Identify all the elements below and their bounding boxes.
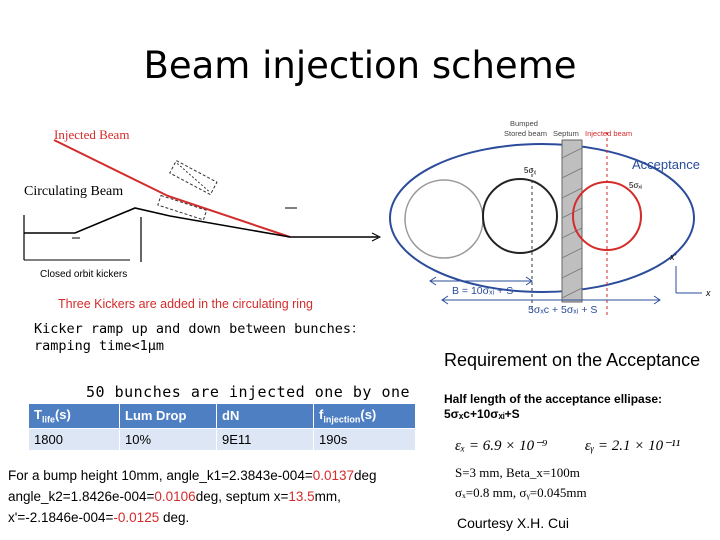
beam-parameters: S=3 mm, Beta_x=100m σₓ=0.8 mm, σᵧ=0.045mm: [455, 465, 587, 500]
bumped-label-1: Bumped: [510, 119, 538, 128]
ramp-note: Kicker ramp up and down between bunches：ramping time<1μm: [34, 321, 365, 354]
bump-line-2: angle_k2=1.8426e-004=0.0106deg, septum x=13.5mm,: [8, 489, 341, 504]
half-length-note: Half length of the acceptance ellipase: 5σₓᴄ+10σₓᵢ+S: [444, 392, 663, 421]
eps-x: εₓ = 6.9 × 10⁻⁹: [455, 438, 548, 454]
header-tlife: $T_{life}(s)$: [29, 404, 120, 429]
slide-title: Beam injection scheme: [143, 44, 577, 87]
x-label: x: [706, 288, 711, 298]
table-header-row: [29, 404, 416, 429]
emittance-row: [455, 436, 680, 455]
acceptance-label: Acceptance: [632, 157, 700, 172]
sigma-stored-label: 5σᵪ: [524, 166, 537, 175]
injection-diagram: [0, 120, 400, 320]
cell-lum-drop: 10%: [120, 428, 217, 450]
sum-equation: 5σₓᴄ + 5σₓᵢ + S: [528, 304, 598, 316]
acceptance-diagram: [380, 118, 720, 323]
b-equation: B = 10σₓᵢ + S: [452, 285, 514, 297]
bunch-table: [28, 403, 416, 451]
bunches-note: 50 bunches are injected one by one: [86, 383, 411, 401]
header-dn: dN: [217, 404, 314, 429]
table-row: [29, 428, 416, 450]
requirement-title: Requirement on the Acceptance: [444, 350, 701, 370]
cell-tlife: 1800: [29, 428, 120, 450]
bump-description: [8, 465, 428, 528]
cell-dn: 9E11: [217, 428, 314, 450]
septum-label: Septum: [553, 129, 579, 138]
three-kickers-note: Three Kickers are added in the circulating ring: [58, 297, 313, 311]
kickers-label: Closed orbit kickers: [40, 269, 128, 280]
septum-block-upper: [170, 161, 217, 195]
closed-orbit-circle: [405, 180, 483, 258]
credit-text: Courtesy X.H. Cui: [457, 515, 570, 531]
header-lum-drop: Lum Drop: [120, 404, 217, 429]
injected-beam-label-right: Injected beam: [585, 129, 633, 138]
septum-block-lower: [158, 195, 207, 219]
sigma-inj-label: 5σₓᵢ: [629, 181, 643, 190]
bump-line-3: x'=-2.1846e-004=-0.0125 deg.: [8, 510, 190, 525]
stored-beam-label: Stored beam: [504, 129, 547, 138]
stored-beam-circle: [483, 179, 557, 253]
cell-finjection: 190s: [314, 428, 416, 450]
eps-y: εᵧ = 2.1 × 10⁻¹¹: [584, 438, 681, 454]
septum-bar: [562, 140, 582, 302]
header-finjection: $f_{injection}(s)$: [314, 404, 416, 429]
x-prime-label: x': [670, 252, 677, 262]
circulating-beam-label: Circulating Beam: [24, 184, 124, 199]
bump-line-1: For a bump height 10mm, angle_k1=2.3843e-004=0.0137deg: [8, 468, 377, 483]
injected-beam-label: Injected Beam: [54, 127, 130, 142]
